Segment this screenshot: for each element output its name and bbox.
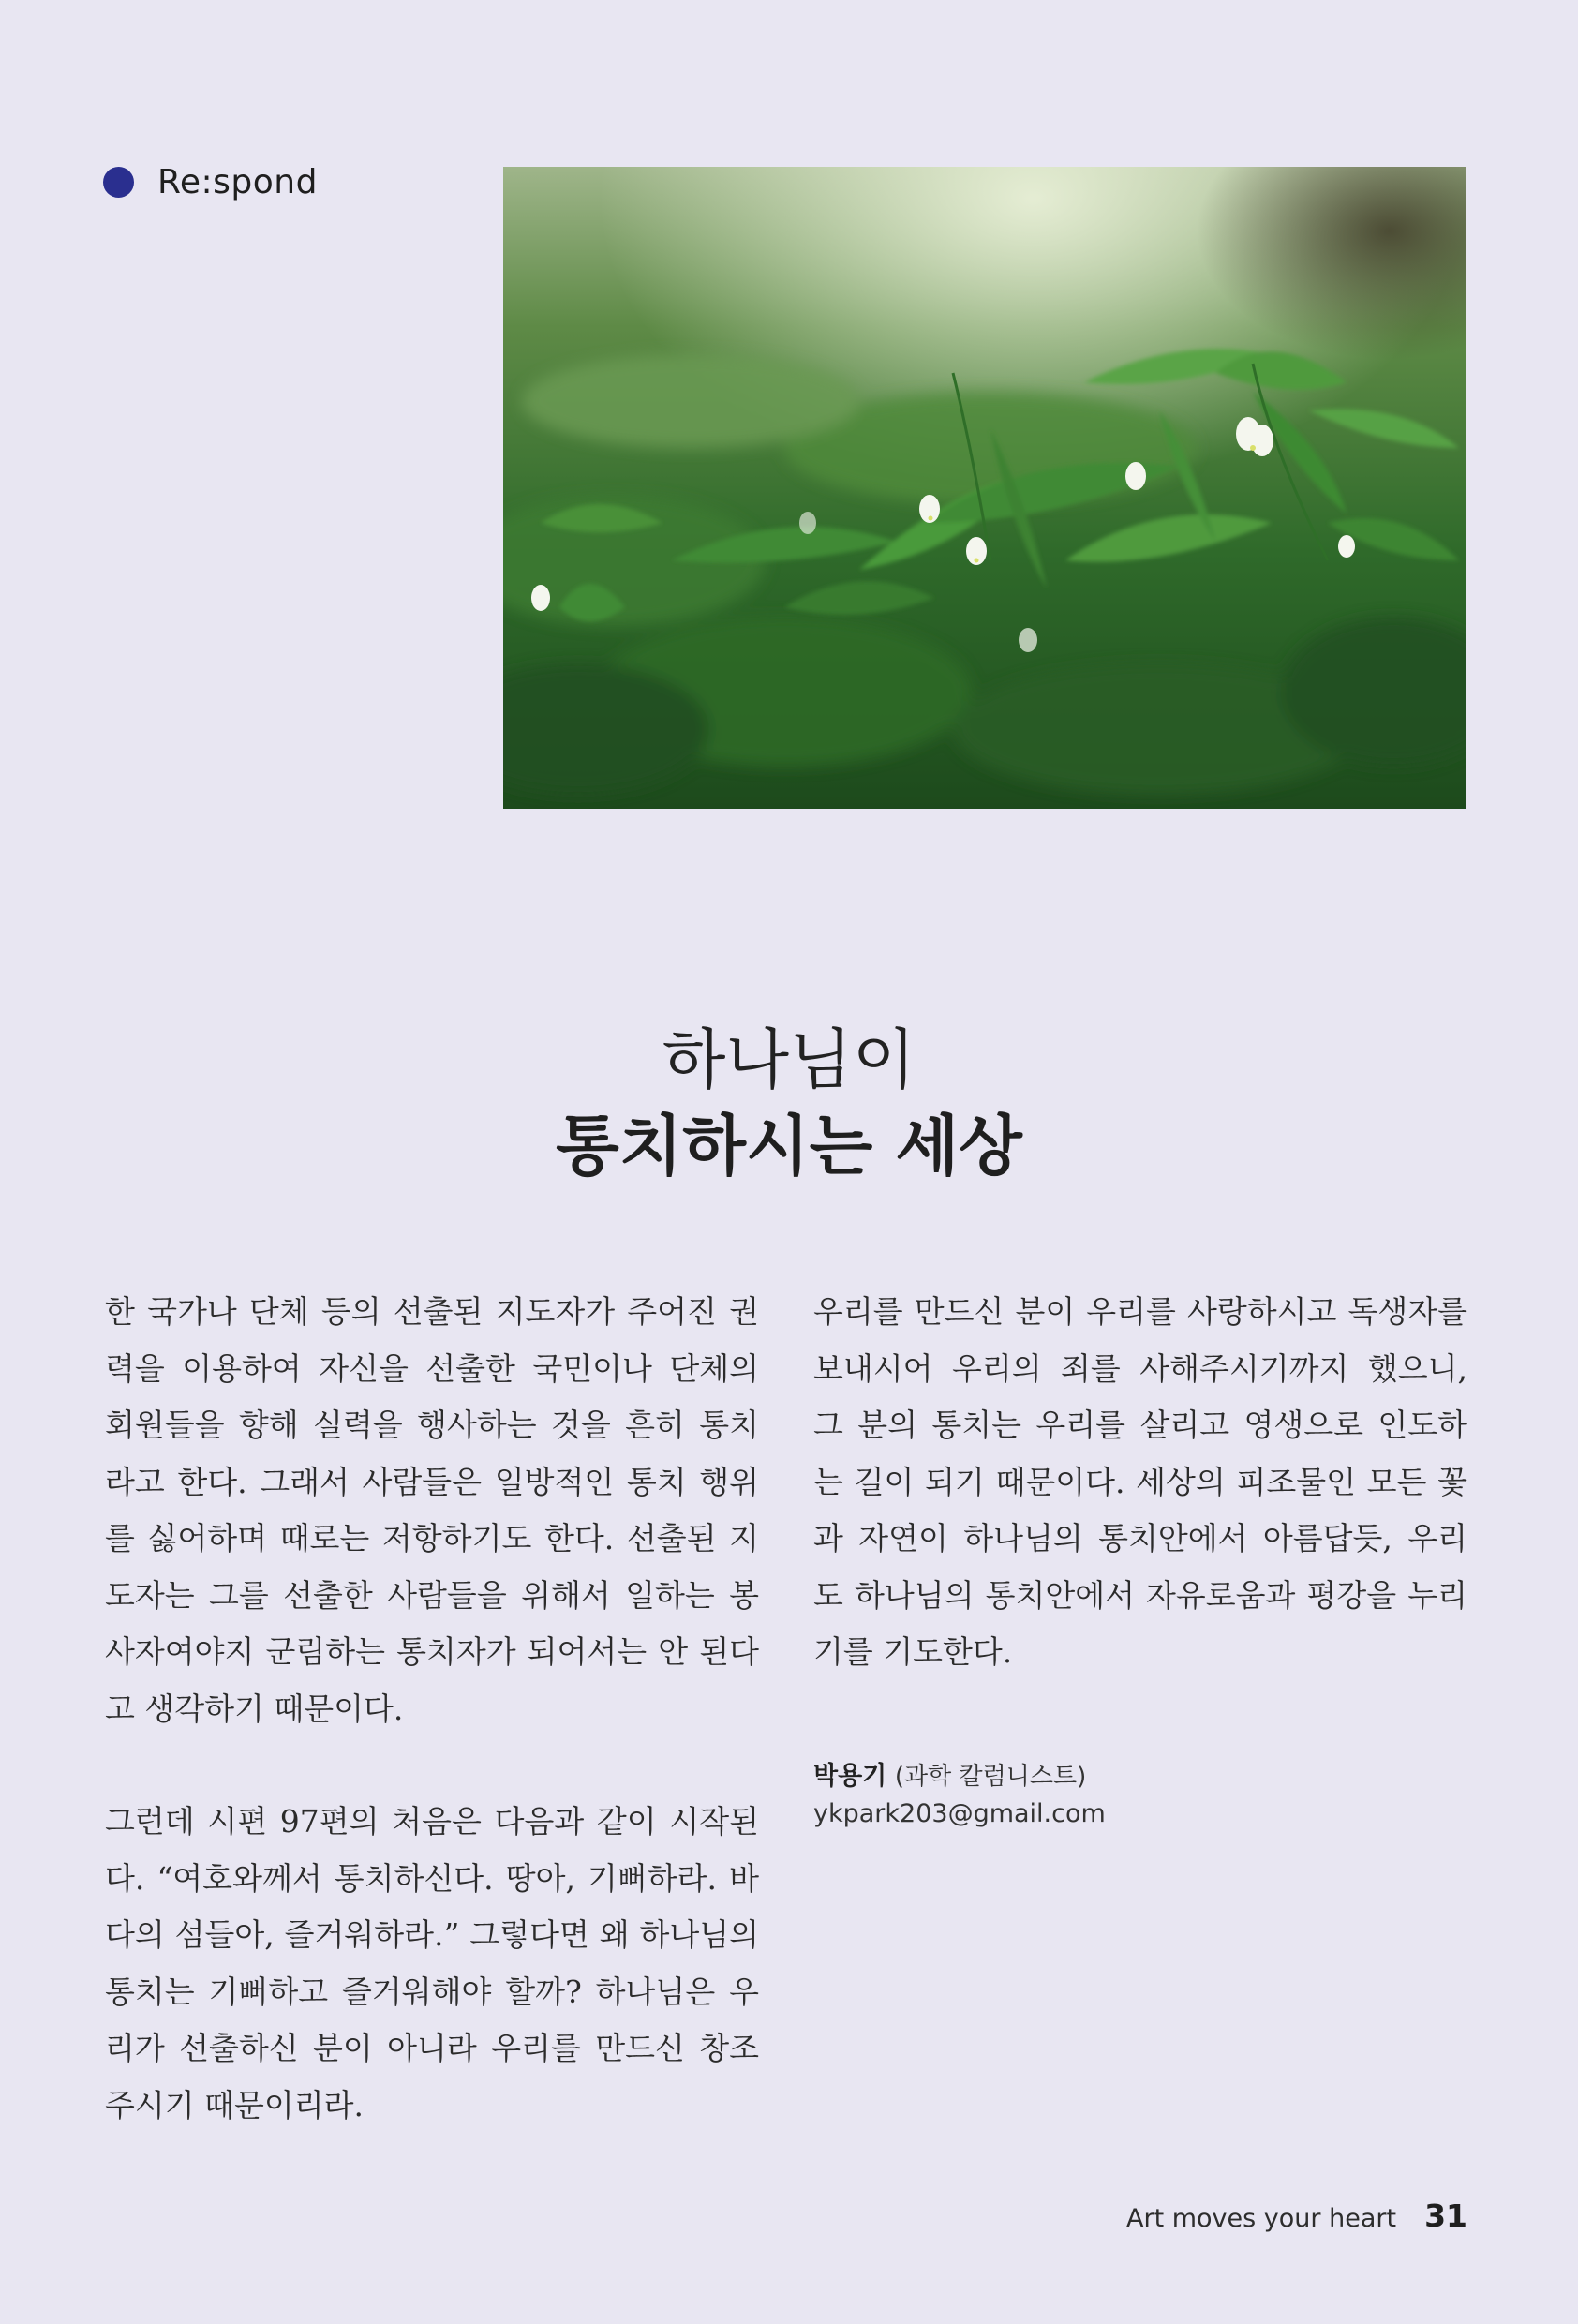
- section-label: Re:spond: [157, 163, 318, 201]
- author-email: ykpark203@gmail.com: [813, 1799, 1106, 1828]
- article-title: [0, 1017, 1578, 1189]
- title-line-1: 하나님이: [662, 1021, 916, 1098]
- header-photo: [503, 167, 1466, 809]
- body-paragraph: 우리를 만드신 분이 우리를 사랑하시고 독생자를 보내시어 우리의 죄를 사해주시기까지 했으니, 그 분의 통치는 우리를 살리고 영생으로 인도하는 길이 되기 때문이다. 세상의 피조물인 모든 꽃과 자연이 하나님의 통치안에서 아름답듯, 우리도 하나님의 통치안에서 자유로움과 평강을 누리기를 기도한다.: [813, 1293, 1467, 1670]
- body-column-right: [813, 1284, 1467, 1681]
- section-tag: [103, 163, 318, 201]
- flower-photo-illustration: [503, 167, 1466, 809]
- page-number: 31: [1424, 2197, 1467, 2234]
- author-role: (과학 칼럼니스트): [894, 1763, 1087, 1791]
- footer-slogan: Art moves your heart: [1126, 2204, 1397, 2233]
- body-paragraph: 그런데 시편 97편의 처음은 다음과 같이 시작된다. “여호와께서 통치하신다. 땅아, 기뻐하라. 바다의 섬들아, 즐거워하라.” 그렇다면 왜 하나님의 통치는 기뻐하고 즐거워해야 할까? 하나님은 우리가 선출하신 분이 아니라 우리를 만드신 창조주시기 때문이리라.: [105, 1803, 759, 2123]
- page-footer: [1126, 2197, 1467, 2234]
- section-dot: [103, 167, 134, 198]
- author-byline: [813, 1758, 1106, 1833]
- title-line-2: 통치하시는 세상: [556, 1108, 1022, 1184]
- body-paragraph: 한 국가나 단체 등의 선출된 지도자가 주어진 권력을 이용하여 자신을 선출한 국민이나 단체의 회원들을 향해 실력을 행사하는 것을 흔히 통치라고 한다. 그래서 사람들은 일방적인 통치 행위를 싫어하며 때로는 저항하기도 한다. 선출된 지도자는 그를 선출한 사람들을 위해서 일하는 봉사자여야지 군림하는 통치자가 되어서는 안 된다고 생각하기 때문이다.: [105, 1293, 759, 1727]
- author-name: 박용기: [813, 1762, 887, 1791]
- body-column-left: [105, 1284, 759, 2134]
